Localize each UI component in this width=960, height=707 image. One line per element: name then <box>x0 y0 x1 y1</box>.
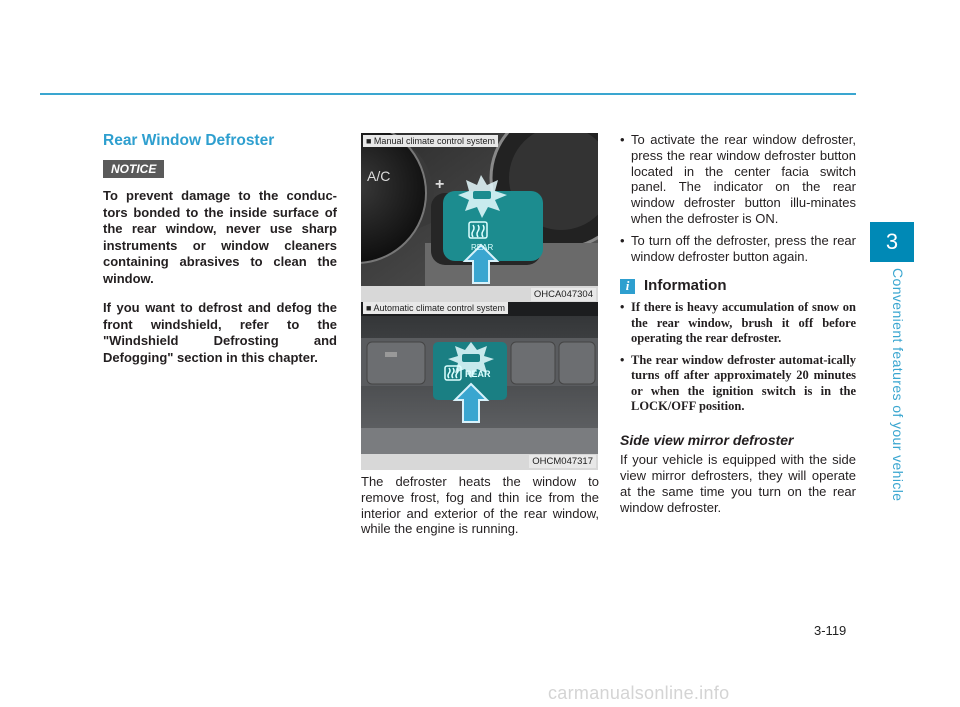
automatic-caption: ■ Automatic climate control system <box>363 302 508 314</box>
notice-paragraph-1: To prevent damage to the conduc-tors bonded to the inside surface of the rear window, never use sharp instruments or window cleaners containing abrasives to clean the window. <box>103 188 337 286</box>
left-column <box>103 132 337 379</box>
information-heading <box>620 278 856 294</box>
info-bullet-item <box>620 353 856 415</box>
info-bullet-item <box>620 300 856 347</box>
information-title: Information <box>644 277 727 295</box>
mirror-defroster-heading: Side view mirror defroster <box>620 431 794 448</box>
rear-label: REAR <box>471 243 494 252</box>
chapter-number: 3 <box>885 229 899 254</box>
bullet-mark: • <box>620 352 625 367</box>
section-heading: Rear Window Defroster <box>103 132 275 149</box>
bullet-mark: • <box>620 132 625 147</box>
info-bullet-text: The rear window defroster automat-ically turns off after approximately 20 minutes or when the ignition switch is in the LOCK/OFF position. <box>631 352 856 414</box>
mirror-defroster-paragraph: If your vehicle is equipped with the side view mirror defrosters, they will operate at the same time you turn on the rear window defroster. <box>620 452 856 515</box>
bullet-mark: • <box>620 300 625 315</box>
manual-climate-illustration <box>361 133 598 303</box>
top-rule <box>40 93 856 95</box>
manual-image-code: OHCA047304 <box>531 288 596 301</box>
automatic-image-code: OHCM047317 <box>529 455 596 468</box>
bullet-item <box>620 132 856 227</box>
bullet-item <box>620 233 856 265</box>
bullet-text: To turn off the defroster, press the rear window defroster button again. <box>631 232 856 264</box>
manual-caption: ■ Manual climate control system <box>363 135 498 147</box>
notice-paragraph-2: If you want to defrost and defog the front windshield, refer to the "Windshield Defrosting and Defogging" section in this chapter. <box>103 300 337 365</box>
automatic-climate-photo <box>361 302 598 470</box>
notice-badge: NOTICE <box>103 160 164 178</box>
chapter-tab <box>870 222 914 262</box>
bullet-text: To activate the rear window defroster, press the rear window defroster button located in the center facia switch panel. The indicator on the rear window defroster button illu-minates when the defroster is ON. <box>631 132 856 226</box>
automatic-climate-illustration <box>361 302 598 470</box>
ac-label: A/C <box>367 168 391 184</box>
manual-climate-photo <box>361 133 598 303</box>
bullet-mark: • <box>620 232 625 248</box>
defroster-description: The defroster heats the window to remove frost, fog and thin ice from the interior and exterior of the rear window, while the engine is running. <box>361 474 599 537</box>
plus-label: + <box>435 176 445 193</box>
info-bullet-text: If there is heavy accumulation of snow on the rear window, brush it off before operating the rear defroster. <box>631 300 856 346</box>
page-number: 3-119 <box>814 623 847 638</box>
auto-rear-label: REAR <box>465 369 491 379</box>
information-icon: i <box>620 279 635 294</box>
chapter-title: Convenient features of your vehicle <box>890 268 906 502</box>
watermark: carmanualsonline.info <box>548 683 730 703</box>
right-column <box>620 132 856 516</box>
